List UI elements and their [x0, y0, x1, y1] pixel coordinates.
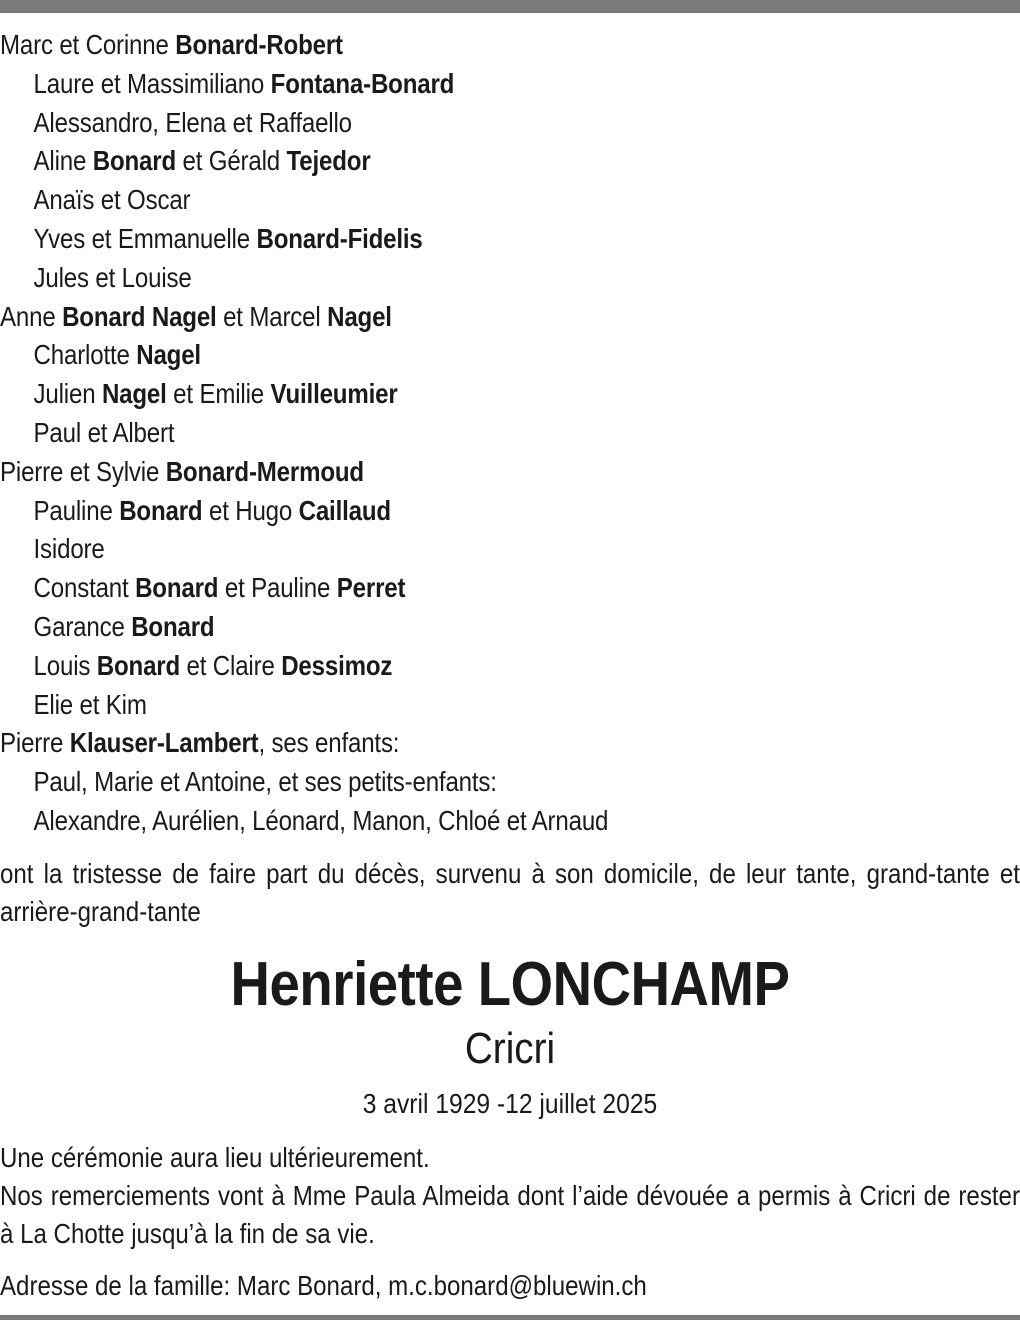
family-text: Paul et Albert [33, 416, 175, 448]
family-text: Anne [0, 300, 63, 332]
family-line [0, 569, 877, 608]
family-surname: Klauser-Lambert [69, 727, 259, 759]
family-line [0, 220, 877, 259]
family-surname: Nagel [136, 339, 201, 371]
family-surname: Tejedor [286, 145, 371, 177]
family-text: Jules et Louise [33, 261, 192, 293]
family-line [0, 26, 877, 65]
family-text: Charlotte [33, 339, 137, 371]
family-surname: Bonard-Robert [175, 29, 343, 60]
family-surname: Nagel [327, 300, 392, 332]
family-line [0, 647, 877, 686]
family-surname: Dessimoz [281, 649, 393, 681]
family-text: Aline [33, 145, 93, 177]
family-surname: Perret [336, 572, 406, 604]
family-text: Marc et Corinne [0, 29, 176, 60]
family-line [0, 298, 877, 337]
family-surname: Bonard-Mermoud [165, 455, 364, 487]
family-line [0, 142, 877, 181]
family-line [0, 181, 877, 220]
family-text: Pauline [33, 494, 120, 526]
top-rule [0, 0, 1020, 13]
bottom-rule [0, 1315, 1020, 1320]
thanks-note: Nos remerciements vont à Mme Paula Almeida dont l’aide dévouée a permis à Cricri de rester à La Chotte jusqu’à la fin de sa vie. [0, 1179, 1020, 1249]
family-surname: Caillaud [298, 494, 391, 526]
family-line [0, 259, 877, 298]
family-line [0, 492, 877, 531]
ceremony-block [0, 1139, 1020, 1255]
family-line [0, 65, 877, 104]
family-address: Adresse de la famille: Marc Bonard, m.c.bonard@bluewin.ch [0, 1269, 647, 1301]
family-line [0, 414, 877, 453]
family-surname: Nagel [101, 378, 167, 410]
family-surname: Fontana-Bonard [270, 67, 455, 99]
family-line [0, 724, 877, 763]
deceased-name: Henriette LONCHAMP [230, 949, 790, 1019]
family-text: et Gérald [176, 145, 287, 177]
family-surname: Vuilleumier [270, 378, 398, 410]
family-surname: Bonard [131, 610, 215, 642]
family-text: et Hugo [202, 494, 299, 526]
family-text: et Emilie [166, 378, 271, 410]
announcement-text: ont la tristesse de faire part du décès, survenu à son domicile, de leur tante, grand-tante et arrière-grand-tante [0, 857, 1020, 927]
family-text: Julien [33, 378, 102, 410]
family-text: et Claire [180, 649, 282, 681]
family-text: Pierre [0, 727, 70, 759]
deceased-nickname: Cricri [464, 1023, 556, 1073]
family-text: Constant [33, 572, 136, 604]
family-line [0, 336, 877, 375]
family-line [0, 686, 877, 725]
family-text: et Marcel [216, 300, 328, 332]
family-text: Pierre et Sylvie [0, 455, 166, 487]
family-line [0, 802, 877, 841]
family-line [0, 763, 877, 802]
family-text: Paul, Marie et Antoine, et ses petits-enfants: [33, 766, 497, 798]
family-text: Anaïs et Oscar [33, 184, 191, 216]
family-text: Garance [33, 610, 132, 642]
family-line [0, 375, 877, 414]
family-surname: Bonard [119, 494, 203, 526]
family-text: Elie et Kim [33, 688, 147, 720]
family-surname: Bonard-Fidelis [256, 222, 423, 254]
obituary-notice [0, 26, 1020, 1307]
family-surname: Bonard [92, 145, 177, 177]
family-text: Alexandre, Aurélien, Léonard, Manon, Chloé et Arnaud [33, 804, 609, 836]
family-text: Yves et Emmanuelle [33, 222, 257, 254]
family-surname: Bonard [135, 572, 219, 604]
family-line [0, 530, 877, 569]
family-text: Isidore [33, 533, 105, 565]
family-text: et Pauline [218, 572, 337, 604]
family-surname: Bonard [96, 649, 181, 681]
family-text: Alessandro, Elena et Raffaello [33, 106, 352, 138]
family-list [0, 26, 1020, 841]
family-surname: Bonard Nagel [62, 300, 217, 332]
family-text: , ses enfants: [258, 727, 400, 759]
family-text: Laure et Massimiliano [33, 67, 271, 99]
life-dates: 3 avril 1929 -12 juillet 2025 [362, 1087, 658, 1119]
family-line [0, 453, 877, 492]
family-line [0, 104, 877, 143]
family-line [0, 608, 877, 647]
family-text: Louis [33, 649, 97, 681]
ceremony-note: Une cérémonie aura lieu ultérieurement. [0, 1141, 430, 1173]
